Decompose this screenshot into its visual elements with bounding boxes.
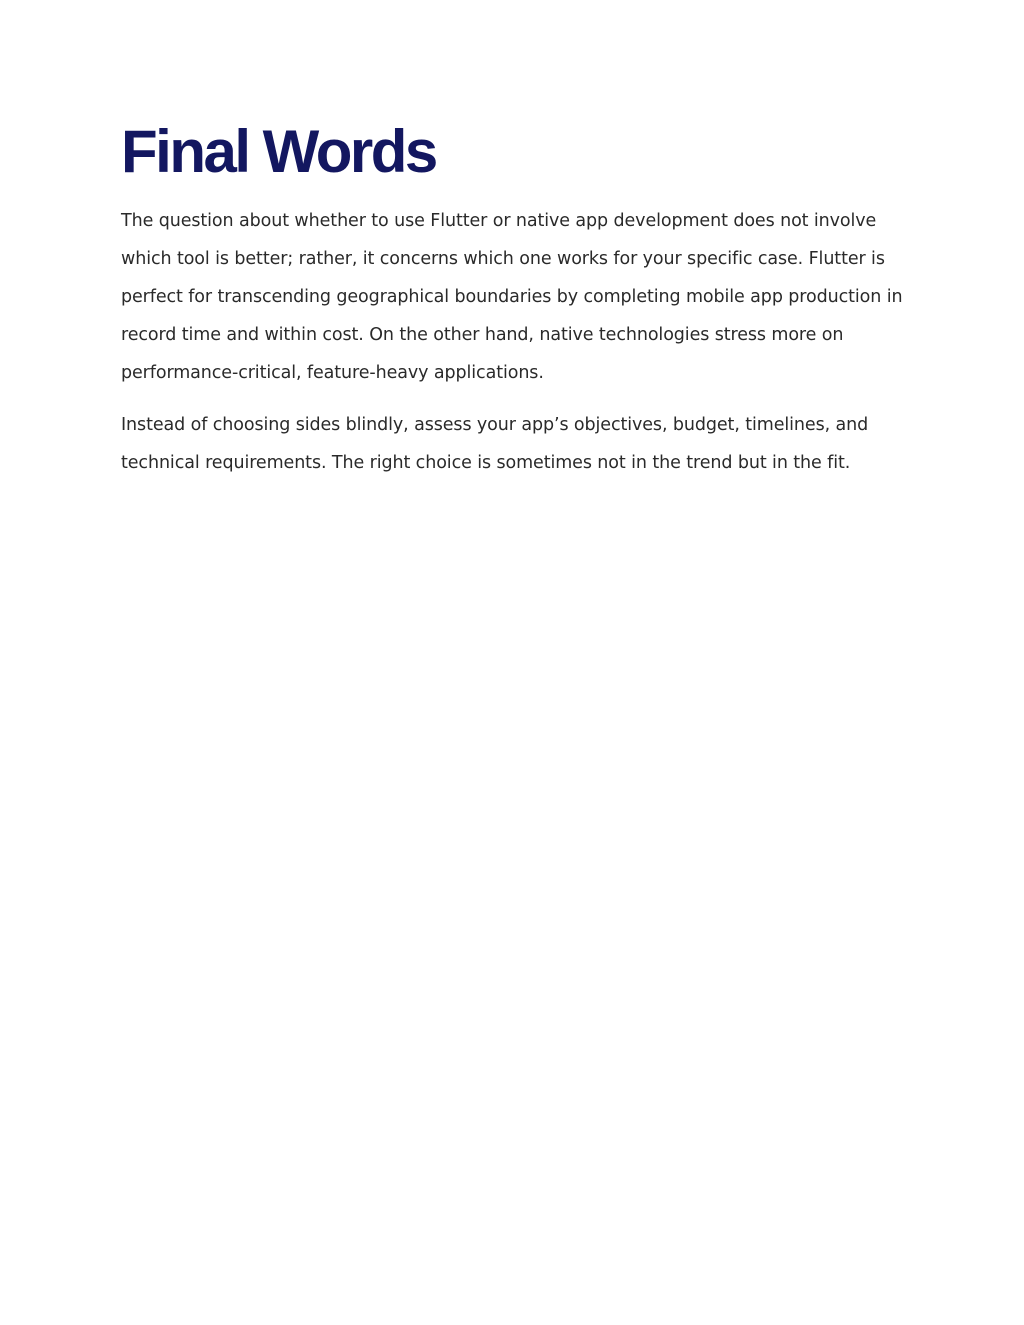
- document-page: [121, 112, 911, 482]
- body-paragraph-1: The question about whether to use Flutter or native app development does not involve which tool is better; rather, it concerns which one works for your specific case. Flutter is perfect for transcending geographical boundaries by completing mobile app production in record time and within cost. On the other hand, native technologies stress more on performance-critical, feature-heavy applications.: [121, 211, 903, 383]
- body-paragraph-2: Instead of choosing sides blindly, assess your app’s objectives, budget, timelines, and technical requirements. The right choice is sometimes not in the trend but in the fit.: [121, 415, 869, 473]
- page-title: Final Words: [121, 118, 436, 185]
